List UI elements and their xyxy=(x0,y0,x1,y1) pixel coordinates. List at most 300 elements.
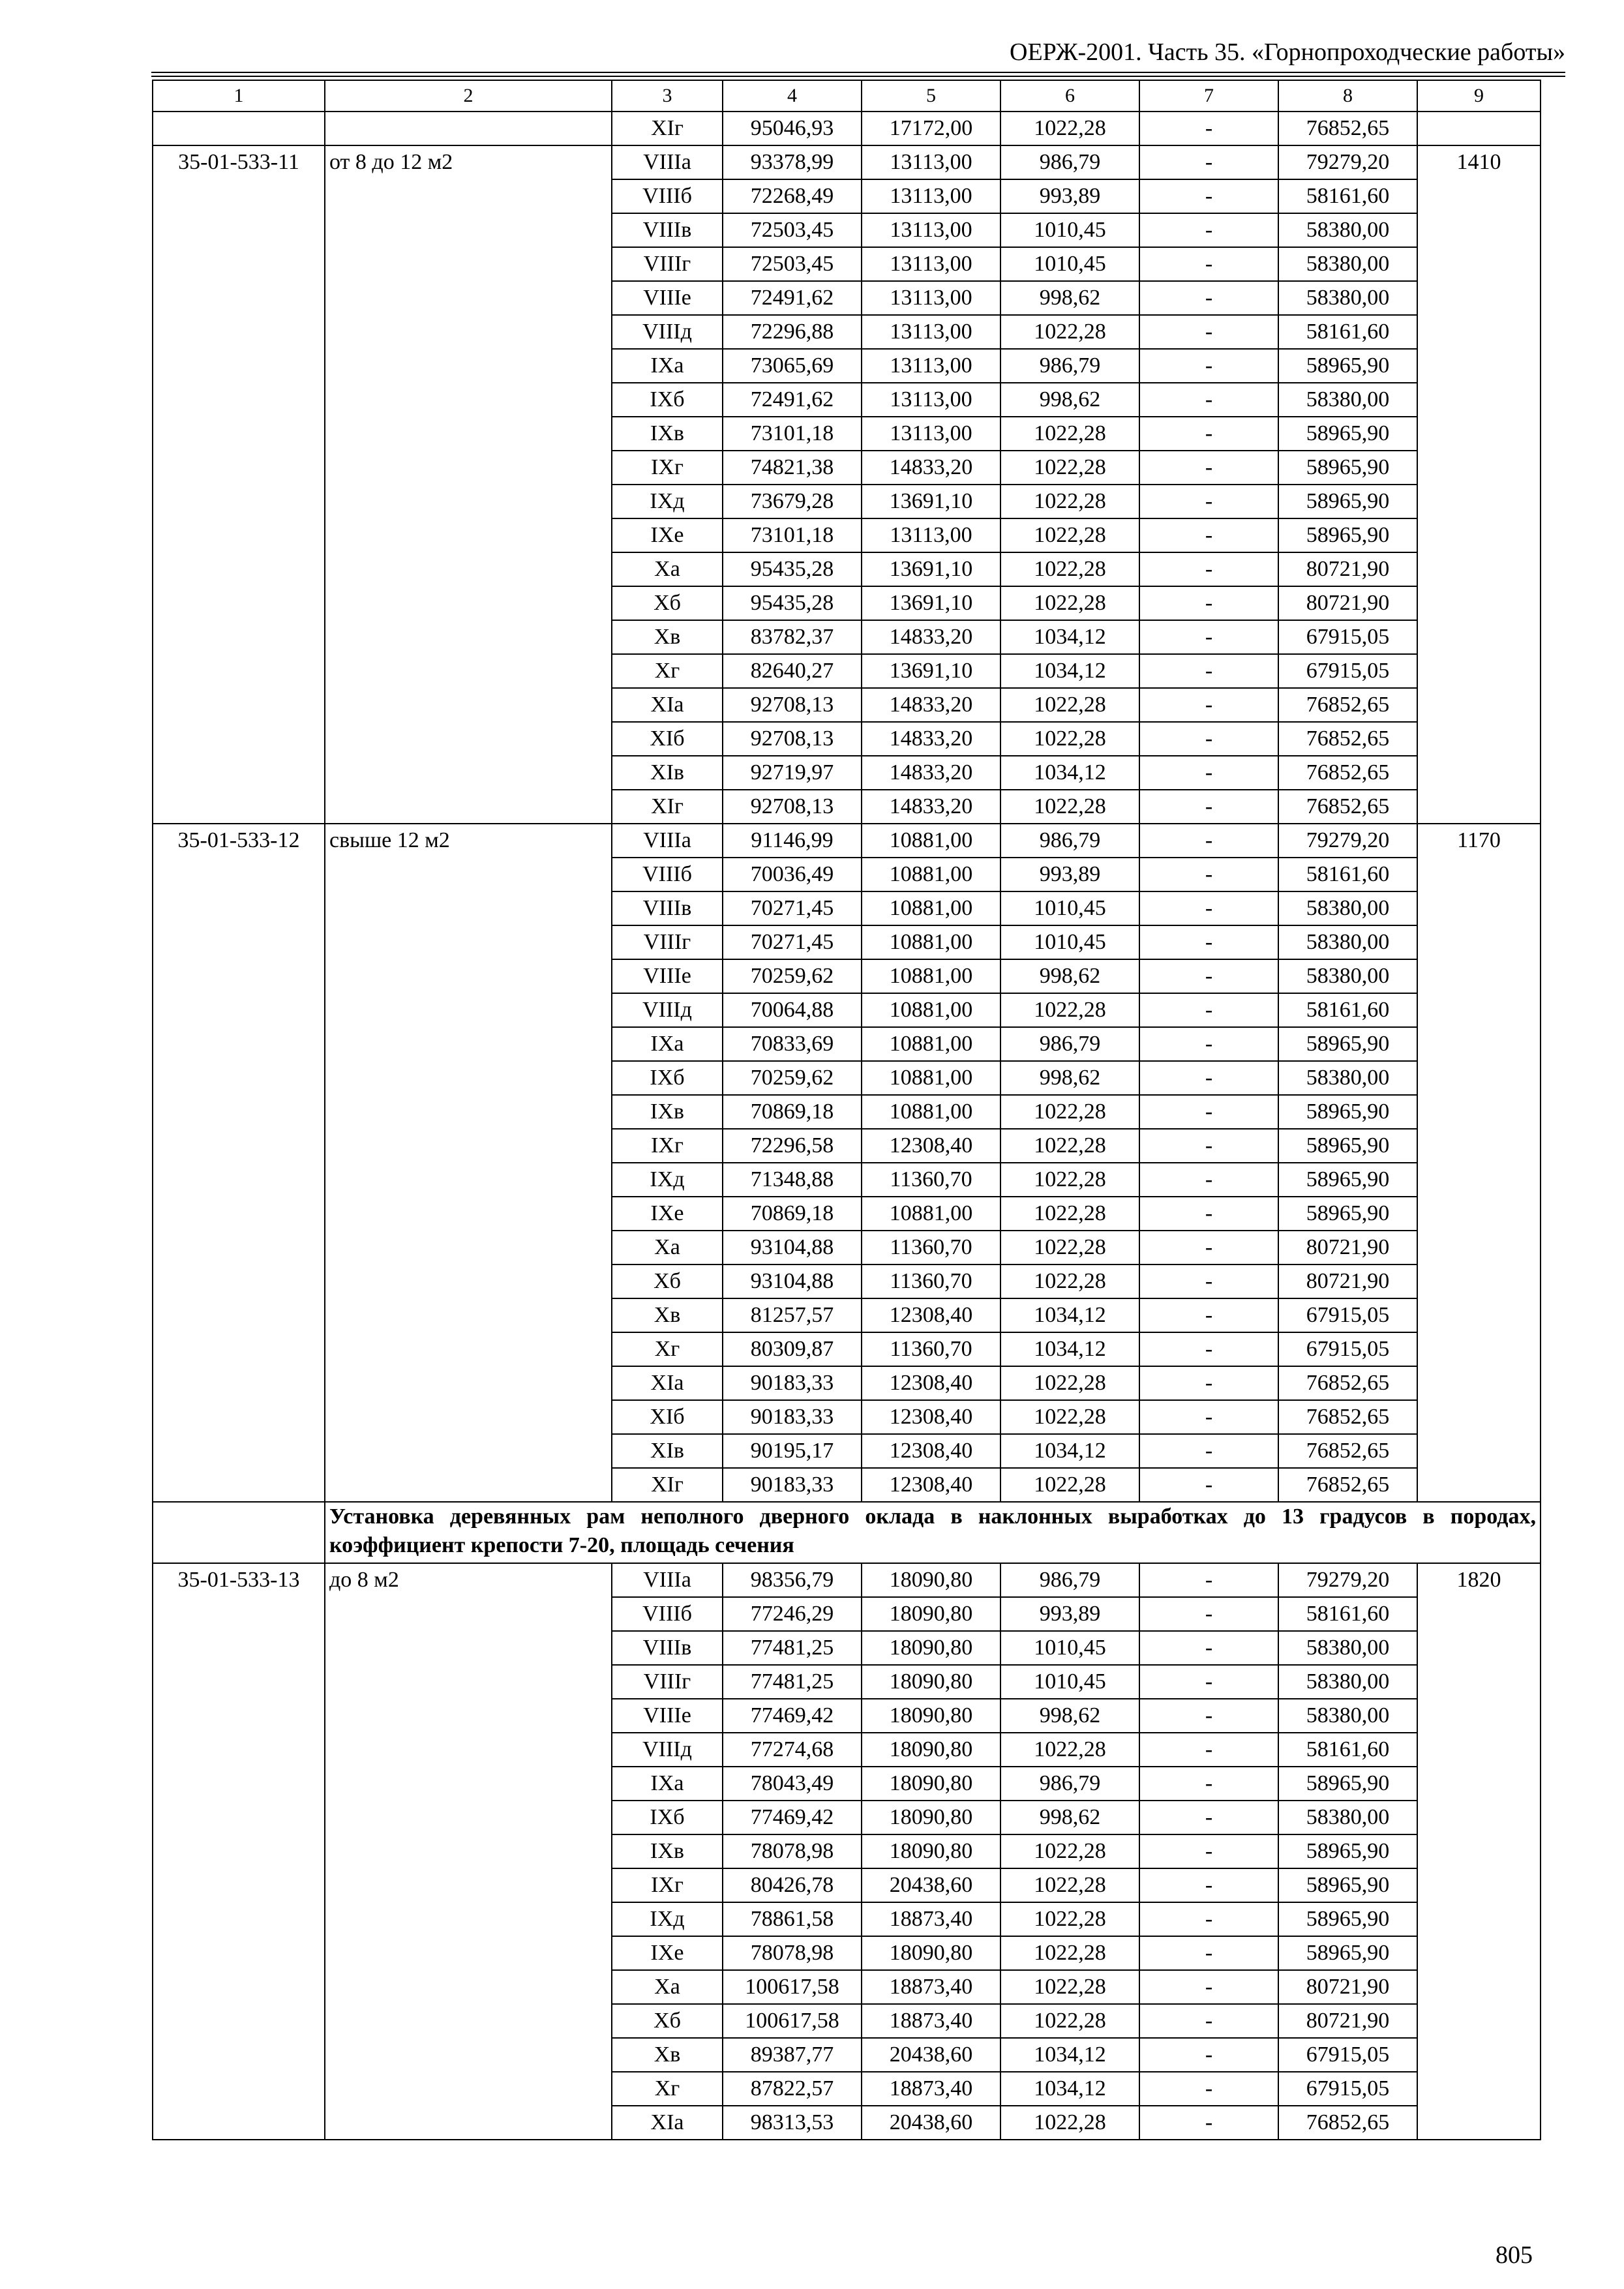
cell-col-6: 1034,12 xyxy=(1000,1434,1139,1468)
cell-col-8: 80721,90 xyxy=(1278,552,1417,586)
cell-col-7: - xyxy=(1139,417,1278,451)
rate-col-9: 1820 xyxy=(1417,1563,1541,2140)
rate-col-9: 1170 xyxy=(1417,824,1541,1502)
cell-col-5: 18090,80 xyxy=(862,1733,1000,1767)
cell-col-5: 10881,00 xyxy=(862,1027,1000,1061)
cell-col-4: 77481,25 xyxy=(723,1631,862,1665)
cell-col-7: - xyxy=(1139,1400,1278,1434)
cell-col-5: 14833,20 xyxy=(862,790,1000,824)
cell-col-6: 1034,12 xyxy=(1000,2072,1139,2106)
cell-col-5: 17172,00 xyxy=(862,112,1000,145)
cell-col-3: VIIIг xyxy=(612,925,723,959)
cell-col-5: 14833,20 xyxy=(862,722,1000,756)
cell-col-6: 1022,28 xyxy=(1000,722,1139,756)
cell-col-7: - xyxy=(1139,1264,1278,1298)
cell-col-7: - xyxy=(1139,654,1278,688)
cell-col-8: 67915,05 xyxy=(1278,654,1417,688)
cell-col-8: 58380,00 xyxy=(1278,1061,1417,1095)
cell-col-7: - xyxy=(1139,1332,1278,1366)
cell-col-6: 1022,28 xyxy=(1000,417,1139,451)
cell-col-7: - xyxy=(1139,993,1278,1027)
cell-col-3: IXв xyxy=(612,1834,723,1868)
cell-col-5: 13113,00 xyxy=(862,247,1000,281)
cell-col-3: Xа xyxy=(612,552,723,586)
cell-col-8: 58965,90 xyxy=(1278,1834,1417,1868)
cell-col-7: - xyxy=(1139,1231,1278,1264)
cell-col-3: VIIIв xyxy=(612,213,723,247)
column-number: 8 xyxy=(1278,80,1417,112)
cell-col-6: 1022,28 xyxy=(1000,586,1139,620)
cell-col-6: 1022,28 xyxy=(1000,2004,1139,2038)
cell-col-3: XIг xyxy=(612,1468,723,1502)
cell-col-7: - xyxy=(1139,247,1278,281)
rate-name: до 8 м2 xyxy=(325,1563,612,2140)
cell-col-3: XIб xyxy=(612,1400,723,1434)
cell-col-8: 79279,20 xyxy=(1278,1563,1417,1597)
cell-col-4: 98356,79 xyxy=(723,1563,862,1597)
cell-col-8: 58380,00 xyxy=(1278,213,1417,247)
cell-col-3: VIIIб xyxy=(612,1597,723,1631)
cell-col-7: - xyxy=(1139,213,1278,247)
cell-col-7: - xyxy=(1139,451,1278,485)
cell-col-8: 58965,90 xyxy=(1278,1129,1417,1163)
cell-col-8: 76852,65 xyxy=(1278,112,1417,145)
cell-col-7: - xyxy=(1139,1095,1278,1129)
cell-col-3: VIIIв xyxy=(612,891,723,925)
cell-col-7: - xyxy=(1139,145,1278,179)
cell-col-3: Xв xyxy=(612,1298,723,1332)
cell-col-4: 70064,88 xyxy=(723,993,862,1027)
cell-col-5: 11360,70 xyxy=(862,1231,1000,1264)
cell-col-7: - xyxy=(1139,688,1278,722)
cell-col-7: - xyxy=(1139,1597,1278,1631)
cell-col-7: - xyxy=(1139,2106,1278,2140)
cell-col-3: VIIIг xyxy=(612,1665,723,1699)
cell-col-4: 93378,99 xyxy=(723,145,862,179)
cell-col-8: 58161,60 xyxy=(1278,315,1417,349)
cell-col-6: 998,62 xyxy=(1000,959,1139,993)
cell-col-5: 13113,00 xyxy=(862,349,1000,383)
cell-col-3: Xб xyxy=(612,586,723,620)
cell-col-8: 79279,20 xyxy=(1278,145,1417,179)
cell-col-7: - xyxy=(1139,1061,1278,1095)
cell-col-4: 95435,28 xyxy=(723,586,862,620)
cell-col-6: 1022,28 xyxy=(1000,1197,1139,1231)
cell-col-7: - xyxy=(1139,858,1278,891)
cell-col-3: IXа xyxy=(612,349,723,383)
cell-col-6: 1022,28 xyxy=(1000,1468,1139,1502)
cell-col-8: 58380,00 xyxy=(1278,1665,1417,1699)
cell-col-3: VIIIе xyxy=(612,1699,723,1733)
cell-col-3: VIIIб xyxy=(612,858,723,891)
cell-col-4: 83782,37 xyxy=(723,620,862,654)
cell-col-5: 18090,80 xyxy=(862,1834,1000,1868)
cell-col-4: 70259,62 xyxy=(723,1061,862,1095)
cell-col-6: 986,79 xyxy=(1000,824,1139,858)
cell-col-5: 13113,00 xyxy=(862,315,1000,349)
cell-col-7: - xyxy=(1139,1298,1278,1332)
cell-col-6: 998,62 xyxy=(1000,383,1139,417)
column-number: 9 xyxy=(1417,80,1541,112)
cell-col-5: 13113,00 xyxy=(862,417,1000,451)
cell-col-4: 73065,69 xyxy=(723,349,862,383)
cell-col-5: 11360,70 xyxy=(862,1163,1000,1197)
cell-col-7: - xyxy=(1139,2072,1278,2106)
cell-col-6: 1010,45 xyxy=(1000,925,1139,959)
cell-col-6: 998,62 xyxy=(1000,1061,1139,1095)
cell-col-5: 18090,80 xyxy=(862,1801,1000,1834)
cell-col-7: - xyxy=(1139,1631,1278,1665)
cell-col-7: - xyxy=(1139,722,1278,756)
rate-col-9 xyxy=(1417,112,1541,145)
cell-col-7: - xyxy=(1139,1699,1278,1733)
cell-col-4: 73101,18 xyxy=(723,417,862,451)
cell-col-3: Xб xyxy=(612,1264,723,1298)
rate-name xyxy=(325,112,612,145)
cell-col-4: 78078,98 xyxy=(723,1936,862,1970)
cell-col-8: 80721,90 xyxy=(1278,1264,1417,1298)
cell-col-5: 12308,40 xyxy=(862,1468,1000,1502)
cell-col-3: IXд xyxy=(612,1902,723,1936)
cell-col-5: 12308,40 xyxy=(862,1129,1000,1163)
cell-col-7: - xyxy=(1139,1366,1278,1400)
cell-col-5: 14833,20 xyxy=(862,451,1000,485)
cell-col-6: 986,79 xyxy=(1000,145,1139,179)
cell-col-8: 67915,05 xyxy=(1278,1332,1417,1366)
cell-col-7: - xyxy=(1139,1434,1278,1468)
cell-col-6: 986,79 xyxy=(1000,1027,1139,1061)
cell-col-3: Xб xyxy=(612,2004,723,2038)
price-table-body xyxy=(153,80,1541,2140)
cell-col-4: 77469,42 xyxy=(723,1699,862,1733)
cell-col-4: 70869,18 xyxy=(723,1095,862,1129)
cell-col-6: 1022,28 xyxy=(1000,1733,1139,1767)
cell-col-7: - xyxy=(1139,179,1278,213)
cell-col-8: 58965,90 xyxy=(1278,518,1417,552)
cell-col-8: 58380,00 xyxy=(1278,383,1417,417)
cell-col-4: 82640,27 xyxy=(723,654,862,688)
cell-col-5: 12308,40 xyxy=(862,1400,1000,1434)
cell-col-4: 89387,77 xyxy=(723,2038,862,2072)
cell-col-5: 20438,60 xyxy=(862,2038,1000,2072)
cell-col-7: - xyxy=(1139,1027,1278,1061)
cell-col-4: 72491,62 xyxy=(723,383,862,417)
rate-name: свыше 12 м2 xyxy=(325,824,612,1502)
cell-col-6: 1022,28 xyxy=(1000,1264,1139,1298)
cell-col-8: 58161,60 xyxy=(1278,1733,1417,1767)
cell-col-7: - xyxy=(1139,790,1278,824)
column-number: 4 xyxy=(723,80,862,112)
cell-col-3: IXе xyxy=(612,1197,723,1231)
cell-col-3: IXг xyxy=(612,1868,723,1902)
cell-col-7: - xyxy=(1139,1563,1278,1597)
cell-col-6: 1022,28 xyxy=(1000,315,1139,349)
cell-col-3: VIIIд xyxy=(612,993,723,1027)
cell-col-6: 1022,28 xyxy=(1000,451,1139,485)
cell-col-6: 1022,28 xyxy=(1000,1400,1139,1434)
cell-col-8: 58161,60 xyxy=(1278,993,1417,1027)
cell-col-6: 1022,28 xyxy=(1000,112,1139,145)
cell-col-4: 72296,58 xyxy=(723,1129,862,1163)
cell-col-6: 1010,45 xyxy=(1000,247,1139,281)
cell-col-5: 14833,20 xyxy=(862,756,1000,790)
cell-col-4: 77274,68 xyxy=(723,1733,862,1767)
cell-col-4: 81257,57 xyxy=(723,1298,862,1332)
cell-col-7: - xyxy=(1139,2004,1278,2038)
cell-col-8: 58380,00 xyxy=(1278,1631,1417,1665)
cell-col-5: 10881,00 xyxy=(862,993,1000,1027)
cell-col-4: 87822,57 xyxy=(723,2072,862,2106)
cell-col-7: - xyxy=(1139,1902,1278,1936)
cell-col-5: 13113,00 xyxy=(862,213,1000,247)
cell-col-4: 92708,13 xyxy=(723,688,862,722)
rate-code xyxy=(153,112,325,145)
cell-col-6: 1034,12 xyxy=(1000,2038,1139,2072)
cell-col-8: 67915,05 xyxy=(1278,2038,1417,2072)
cell-col-4: 90183,33 xyxy=(723,1468,862,1502)
cell-col-3: VIIIд xyxy=(612,315,723,349)
rate-code: 35-01-533-12 xyxy=(153,824,325,1502)
cell-col-3: IXв xyxy=(612,1095,723,1129)
cell-col-8: 76852,65 xyxy=(1278,688,1417,722)
cell-col-4: 77469,42 xyxy=(723,1801,862,1834)
cell-col-5: 18873,40 xyxy=(862,1902,1000,1936)
cell-col-7: - xyxy=(1139,315,1278,349)
table-row xyxy=(153,824,1541,858)
cell-col-5: 13691,10 xyxy=(862,586,1000,620)
cell-col-7: - xyxy=(1139,485,1278,518)
cell-col-8: 58965,90 xyxy=(1278,349,1417,383)
cell-col-4: 90195,17 xyxy=(723,1434,862,1468)
cell-col-8: 67915,05 xyxy=(1278,620,1417,654)
cell-col-7: - xyxy=(1139,925,1278,959)
table-row xyxy=(153,145,1541,179)
cell-col-3: IXе xyxy=(612,1936,723,1970)
cell-col-4: 80426,78 xyxy=(723,1868,862,1902)
cell-col-5: 18873,40 xyxy=(862,1970,1000,2004)
cell-col-3: Xв xyxy=(612,620,723,654)
cell-col-8: 58965,90 xyxy=(1278,1095,1417,1129)
cell-col-5: 12308,40 xyxy=(862,1298,1000,1332)
rate-code: 35-01-533-13 xyxy=(153,1563,325,2140)
cell-col-4: 72503,45 xyxy=(723,213,862,247)
cell-col-4: 90183,33 xyxy=(723,1366,862,1400)
cell-col-8: 80721,90 xyxy=(1278,2004,1417,2038)
cell-col-8: 58161,60 xyxy=(1278,858,1417,891)
cell-col-7: - xyxy=(1139,586,1278,620)
cell-col-3: VIIIа xyxy=(612,824,723,858)
cell-col-5: 10881,00 xyxy=(862,1061,1000,1095)
cell-col-8: 58380,00 xyxy=(1278,281,1417,315)
cell-col-7: - xyxy=(1139,1936,1278,1970)
cell-col-8: 58965,90 xyxy=(1278,1936,1417,1970)
cell-col-5: 18090,80 xyxy=(862,1563,1000,1597)
cell-col-4: 93104,88 xyxy=(723,1264,862,1298)
cell-col-8: 80721,90 xyxy=(1278,586,1417,620)
cell-col-7: - xyxy=(1139,1665,1278,1699)
cell-col-8: 79279,20 xyxy=(1278,824,1417,858)
cell-col-8: 58380,00 xyxy=(1278,247,1417,281)
cell-col-8: 58161,60 xyxy=(1278,1597,1417,1631)
cell-col-5: 18090,80 xyxy=(862,1936,1000,1970)
cell-col-6: 986,79 xyxy=(1000,1767,1139,1801)
cell-col-5: 20438,60 xyxy=(862,1868,1000,1902)
cell-col-3: VIIIа xyxy=(612,1563,723,1597)
section-title: Установка деревянных рам неполного дверного оклада в наклонных выработках до 13 градусов в породах, коэффициент крепости 7-20, площадь сечения xyxy=(325,1502,1541,1563)
cell-col-3: XIа xyxy=(612,2106,723,2140)
cell-col-6: 1022,28 xyxy=(1000,688,1139,722)
cell-col-6: 1022,28 xyxy=(1000,1868,1139,1902)
cell-col-3: IXа xyxy=(612,1767,723,1801)
cell-col-6: 998,62 xyxy=(1000,1699,1139,1733)
cell-col-5: 13113,00 xyxy=(862,518,1000,552)
cell-col-8: 58380,00 xyxy=(1278,959,1417,993)
rate-col-9: 1410 xyxy=(1417,145,1541,824)
page-number: 805 xyxy=(1496,2241,1533,2269)
cell-col-6: 1022,28 xyxy=(1000,790,1139,824)
cell-col-5: 13113,00 xyxy=(862,145,1000,179)
cell-col-6: 1022,28 xyxy=(1000,518,1139,552)
cell-col-8: 58965,90 xyxy=(1278,1027,1417,1061)
cell-col-7: - xyxy=(1139,281,1278,315)
cell-col-6: 1010,45 xyxy=(1000,1631,1139,1665)
cell-col-3: XIг xyxy=(612,790,723,824)
cell-col-4: 74821,38 xyxy=(723,451,862,485)
cell-col-4: 78861,58 xyxy=(723,1902,862,1936)
cell-col-8: 58380,00 xyxy=(1278,925,1417,959)
cell-col-5: 10881,00 xyxy=(862,959,1000,993)
cell-col-5: 10881,00 xyxy=(862,824,1000,858)
cell-col-6: 1010,45 xyxy=(1000,213,1139,247)
cell-col-6: 998,62 xyxy=(1000,1801,1139,1834)
cell-col-4: 73101,18 xyxy=(723,518,862,552)
cell-col-8: 76852,65 xyxy=(1278,2106,1417,2140)
cell-col-6: 1010,45 xyxy=(1000,891,1139,925)
cell-col-8: 80721,90 xyxy=(1278,1231,1417,1264)
cell-col-8: 67915,05 xyxy=(1278,1298,1417,1332)
cell-col-3: XIа xyxy=(612,1366,723,1400)
cell-col-3: XIв xyxy=(612,1434,723,1468)
cell-col-3: VIIIе xyxy=(612,281,723,315)
cell-col-5: 10881,00 xyxy=(862,891,1000,925)
cell-col-4: 92708,13 xyxy=(723,722,862,756)
cell-col-3: VIIIв xyxy=(612,1631,723,1665)
column-number-row xyxy=(153,80,1541,112)
cell-col-6: 1022,28 xyxy=(1000,1970,1139,2004)
column-number: 1 xyxy=(153,80,325,112)
cell-col-4: 78043,49 xyxy=(723,1767,862,1801)
cell-col-7: - xyxy=(1139,959,1278,993)
cell-col-7: - xyxy=(1139,552,1278,586)
cell-col-7: - xyxy=(1139,1129,1278,1163)
cell-col-3: IXг xyxy=(612,1129,723,1163)
cell-col-4: 73679,28 xyxy=(723,485,862,518)
cell-col-4: 72296,88 xyxy=(723,315,862,349)
cell-col-5: 18090,80 xyxy=(862,1767,1000,1801)
cell-col-4: 72268,49 xyxy=(723,179,862,213)
header-rule-double xyxy=(151,76,1565,77)
cell-col-4: 72503,45 xyxy=(723,247,862,281)
cell-col-5: 13691,10 xyxy=(862,485,1000,518)
cell-col-7: - xyxy=(1139,891,1278,925)
cell-col-6: 1022,28 xyxy=(1000,485,1139,518)
cell-col-8: 58965,90 xyxy=(1278,1163,1417,1197)
cell-col-5: 13691,10 xyxy=(862,552,1000,586)
cell-col-5: 18873,40 xyxy=(862,2072,1000,2106)
cell-col-8: 58965,90 xyxy=(1278,451,1417,485)
cell-col-5: 14833,20 xyxy=(862,688,1000,722)
cell-col-8: 58965,90 xyxy=(1278,1902,1417,1936)
cell-col-7: - xyxy=(1139,1868,1278,1902)
cell-col-6: 1022,28 xyxy=(1000,1231,1139,1264)
column-number: 5 xyxy=(862,80,1000,112)
cell-col-6: 1034,12 xyxy=(1000,756,1139,790)
cell-col-5: 13691,10 xyxy=(862,654,1000,688)
cell-col-5: 14833,20 xyxy=(862,620,1000,654)
cell-col-6: 1022,28 xyxy=(1000,1936,1139,1970)
cell-col-5: 18090,80 xyxy=(862,1699,1000,1733)
cell-col-4: 95046,93 xyxy=(723,112,862,145)
cell-col-7: - xyxy=(1139,620,1278,654)
cell-col-4: 70833,69 xyxy=(723,1027,862,1061)
cell-col-3: VIIIг xyxy=(612,247,723,281)
cell-col-8: 58965,90 xyxy=(1278,1197,1417,1231)
cell-col-3: IXб xyxy=(612,1801,723,1834)
cell-col-8: 67915,05 xyxy=(1278,2072,1417,2106)
cell-col-3: Xв xyxy=(612,2038,723,2072)
cell-col-6: 1034,12 xyxy=(1000,654,1139,688)
cell-col-4: 70869,18 xyxy=(723,1197,862,1231)
cell-col-7: - xyxy=(1139,1767,1278,1801)
section-title-spacer xyxy=(153,1502,325,1563)
cell-col-6: 1022,28 xyxy=(1000,2106,1139,2140)
cell-col-6: 1022,28 xyxy=(1000,1129,1139,1163)
cell-col-6: 1022,28 xyxy=(1000,1834,1139,1868)
cell-col-3: IXб xyxy=(612,383,723,417)
page-header: ОЕРЖ-2001. Часть 35. «Горнопроходческие работы» xyxy=(1010,38,1565,66)
cell-col-5: 11360,70 xyxy=(862,1332,1000,1366)
cell-col-3: IXд xyxy=(612,1163,723,1197)
cell-col-7: - xyxy=(1139,383,1278,417)
cell-col-8: 58965,90 xyxy=(1278,485,1417,518)
cell-col-8: 76852,65 xyxy=(1278,1366,1417,1400)
cell-col-6: 1022,28 xyxy=(1000,1366,1139,1400)
cell-col-8: 58380,00 xyxy=(1278,1699,1417,1733)
cell-col-3: IXд xyxy=(612,485,723,518)
cell-col-5: 11360,70 xyxy=(862,1264,1000,1298)
cell-col-5: 12308,40 xyxy=(862,1434,1000,1468)
cell-col-6: 993,89 xyxy=(1000,858,1139,891)
cell-col-6: 1034,12 xyxy=(1000,1332,1139,1366)
cell-col-8: 76852,65 xyxy=(1278,1400,1417,1434)
cell-col-3: XIа xyxy=(612,688,723,722)
cell-col-5: 10881,00 xyxy=(862,1197,1000,1231)
cell-col-7: - xyxy=(1139,1197,1278,1231)
cell-col-4: 72491,62 xyxy=(723,281,862,315)
cell-col-6: 1034,12 xyxy=(1000,620,1139,654)
cell-col-3: Xг xyxy=(612,1332,723,1366)
cell-col-3: IXб xyxy=(612,1061,723,1095)
cell-col-3: IXе xyxy=(612,518,723,552)
cell-col-7: - xyxy=(1139,1970,1278,2004)
cell-col-4: 77481,25 xyxy=(723,1665,862,1699)
cell-col-3: Xг xyxy=(612,654,723,688)
cell-col-3: VIIIе xyxy=(612,959,723,993)
cell-col-4: 100617,58 xyxy=(723,2004,862,2038)
cell-col-4: 71348,88 xyxy=(723,1163,862,1197)
cell-col-7: - xyxy=(1139,1468,1278,1502)
cell-col-8: 76852,65 xyxy=(1278,722,1417,756)
